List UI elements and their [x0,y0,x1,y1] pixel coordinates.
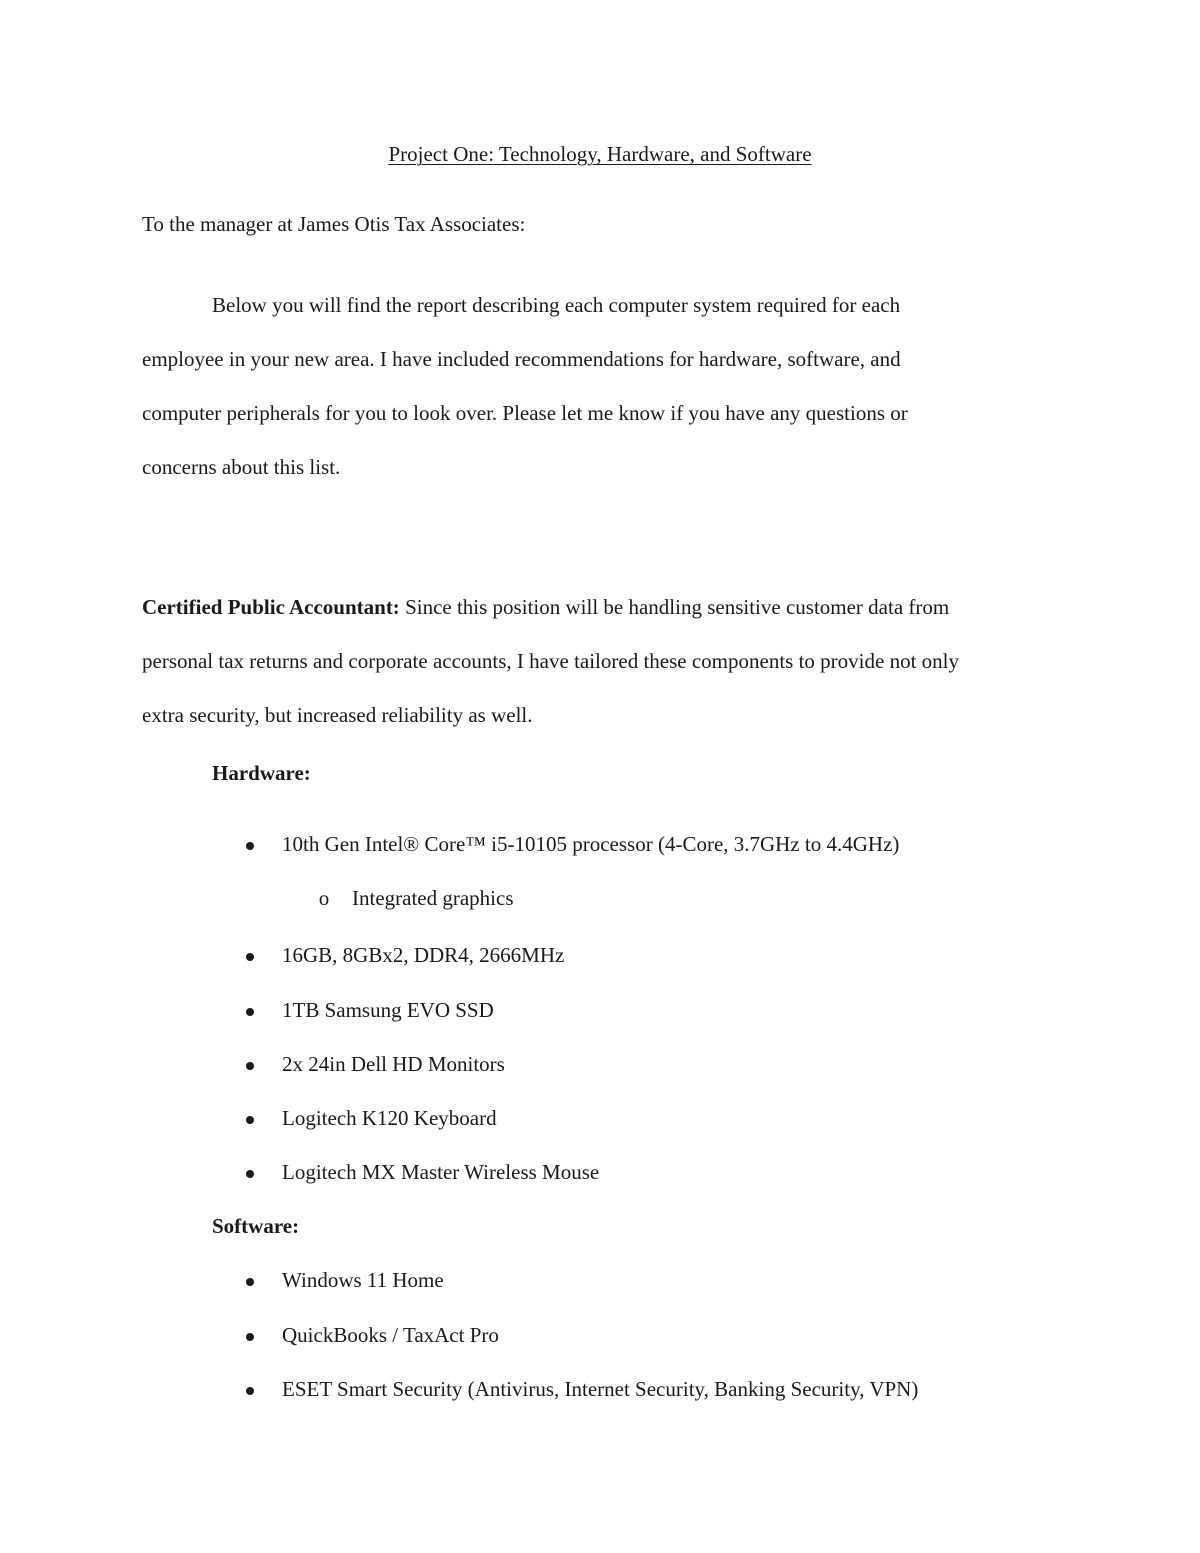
bullet-icon [246,1278,254,1286]
software-heading: Software: [212,1214,300,1238]
software-item: Windows 11 Home [282,1268,444,1292]
cpa-line [142,580,1082,634]
bullet-icon [246,1062,254,1070]
intro-line: concerns about this list. [142,455,341,479]
bullet-icon [246,1333,254,1341]
hardware-item: 1TB Samsung EVO SSD [282,998,494,1022]
document-title: Project One: Technology, Hardware, and Software [388,142,812,166]
cpa-line: extra security, but increased reliability as well. [142,703,533,727]
hardware-item: Logitech MX Master Wireless Mouse [282,1160,600,1184]
hollow-bullet-icon: o [318,886,330,910]
software-item: QuickBooks / TaxAct Pro [282,1323,499,1347]
cpa-paragraph [142,580,1082,742]
hardware-item: 10th Gen Intel® Core™ i5-10105 processor (4-Core, 3.7GHz to 4.4GHz) [282,832,900,856]
intro-line: computer peripherals for you to look over. Please let me know if you have any questions or [142,401,908,425]
salutation: To the manager at James Otis Tax Associates: [142,212,526,236]
hardware-sub-item: Integrated graphics [352,886,514,910]
bullet-icon [246,953,254,961]
bullet-icon [246,1008,254,1016]
intro-line: Below you will find the report describing each computer system required for each [212,293,901,317]
intro-line: employee in your new area. I have included recommendations for hardware, software, and [142,347,901,371]
cpa-text: Since this position will be handling sensitive customer data from [399,595,950,619]
bullet-icon [246,1170,254,1178]
hardware-item: Logitech K120 Keyboard [282,1106,497,1130]
cpa-label: Certified Public Accountant: [142,595,400,619]
hardware-item: 2x 24in Dell HD Monitors [282,1052,505,1076]
bullet-icon [246,1116,254,1124]
cpa-line: personal tax returns and corporate accounts, I have tailored these components to provide not only [142,649,959,673]
hardware-heading: Hardware: [212,761,311,785]
software-item: ESET Smart Security (Antivirus, Internet Security, Banking Security, VPN) [282,1377,919,1401]
intro-paragraph [142,278,1062,494]
hardware-item: 16GB, 8GBx2, DDR4, 2666MHz [282,943,565,967]
bullet-icon [246,842,254,850]
bullet-icon [246,1387,254,1395]
